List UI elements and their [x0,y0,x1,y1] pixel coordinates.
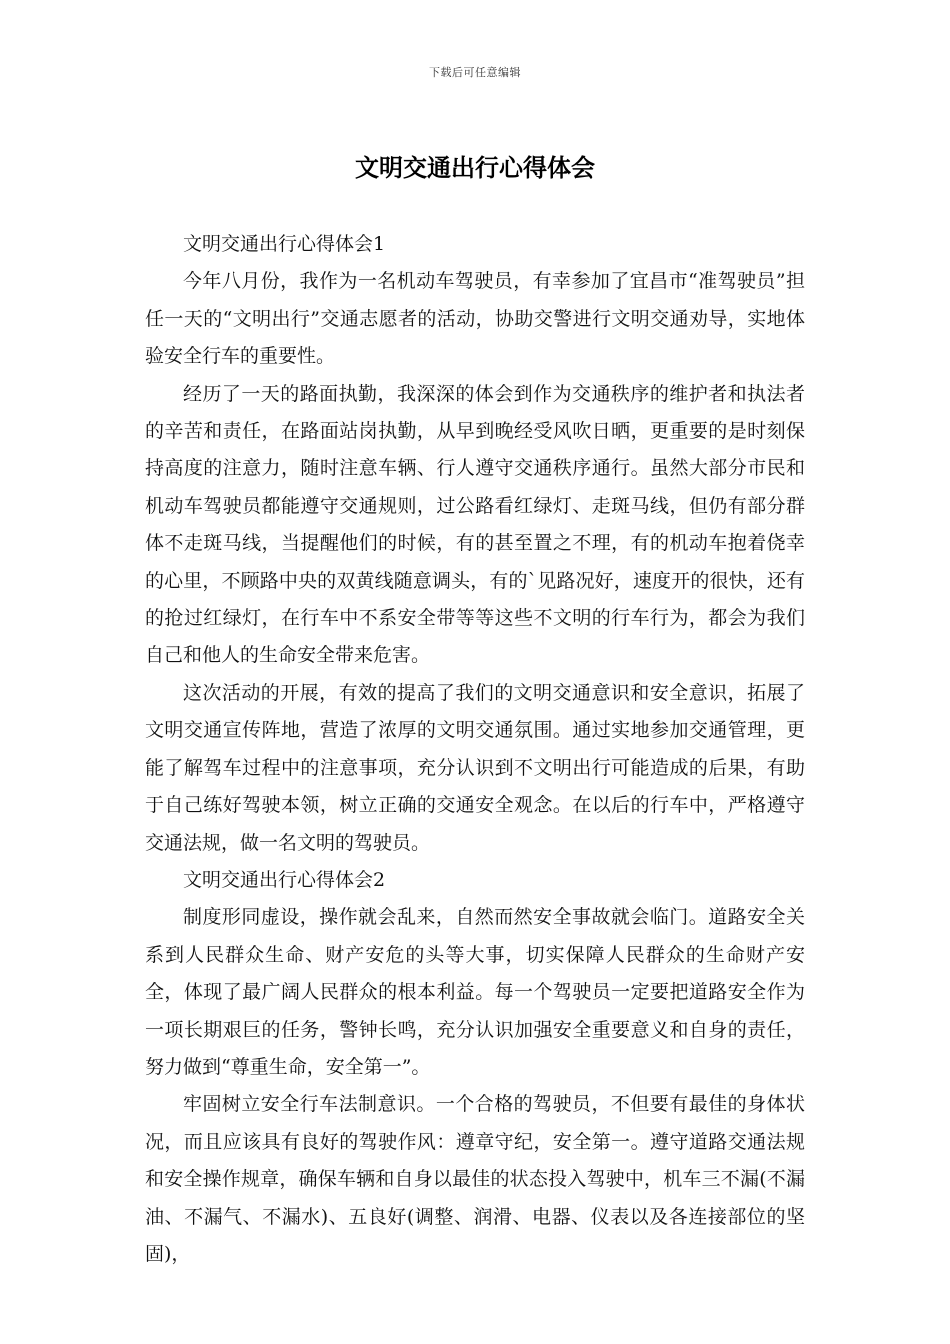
section-2-paragraph-1: 制度形同虚设，操作就会乱来，自然而然安全事故就会临门。道路安全关系到人民群众生命、财产安危的头等大事，切实保障人民群众的生命财产安全，体现了最广阔人民群众的根本利益。每一个驾驶员一定要把道路安全作为一项长期艰巨的任务，警钟长鸣，充分认识加强安全重要意义和自身的责任，努力做到“尊重生命，安全第一”。 [145,906,805,1078]
section-1-heading: 文明交通出行心得体会1 [183,233,386,255]
document-title: 文明交通出行心得体会 [355,153,595,182]
header-note: 下载后可任意编辑 [429,66,521,79]
section-2-paragraph-2: 牢固树立安全行车法制意识。一个合格的驾驶员，不但要有最佳的身体状况，而且应该具有良好的驾驶作风：遵章守纪，安全第一。遵守道路交通法规和安全操作规章，确保车辆和自身以最佳的状态投入驾驶中，机车三不漏(不漏油、不漏气、不漏水)、五良好(调整、润滑、电器、仪表以及各连接部位的坚固)， [145,1093,805,1265]
section-1-paragraph-3: 这次活动的开展，有效的提高了我们的文明交通意识和安全意识，拓展了文明交通宣传阵地，营造了浓厚的文明交通氛围。通过实地参加交通管理，更能了解驾车过程中的注意事项，充分认识到不文明出行可能造成的后果，有助于自己练好驾驶本领，树立正确的交通安全观念。在以后的行车中，严格遵守交通法规，做一名文明的驾驶员。 [145,681,805,854]
section-2-heading: 文明交通出行心得体会2 [183,868,386,891]
section-1-paragraph-1: 今年八月份，我作为一名机动车驾驶员，有幸参加了宜昌市“准驾驶员”担任一天的“文明出行”交通志愿者的活动，协助交警进行文明交通劝导，实地体验安全行车的重要性。 [145,270,805,368]
section-1-paragraph-2: 经历了一天的路面执勤，我深深的体会到作为交通秩序的维护者和执法者的辛苦和责任，在路面站岗执勤，从早到晚经受风吹日晒，更重要的是时刻保持高度的注意力，随时注意车辆、行人遵守交通秩序通行。虽然大部分市民和机动车驾驶员都能遵守交通规则，过公路看红绿灯、走斑马线，但仍有部分群体不走斑马线，当提醒他们的时候，有的甚至置之不理，有的机动车抱着侥幸的心里，不顾路中央的双黄线随意调头，有的`见路况好，速度开的很快，还有的抢过红绿灯，在行车中不系安全带等等这些不文明的行车行为，都会为我们自己和他人的生命安全带来危害。 [145,382,805,667]
document-body [145,226,805,1273]
